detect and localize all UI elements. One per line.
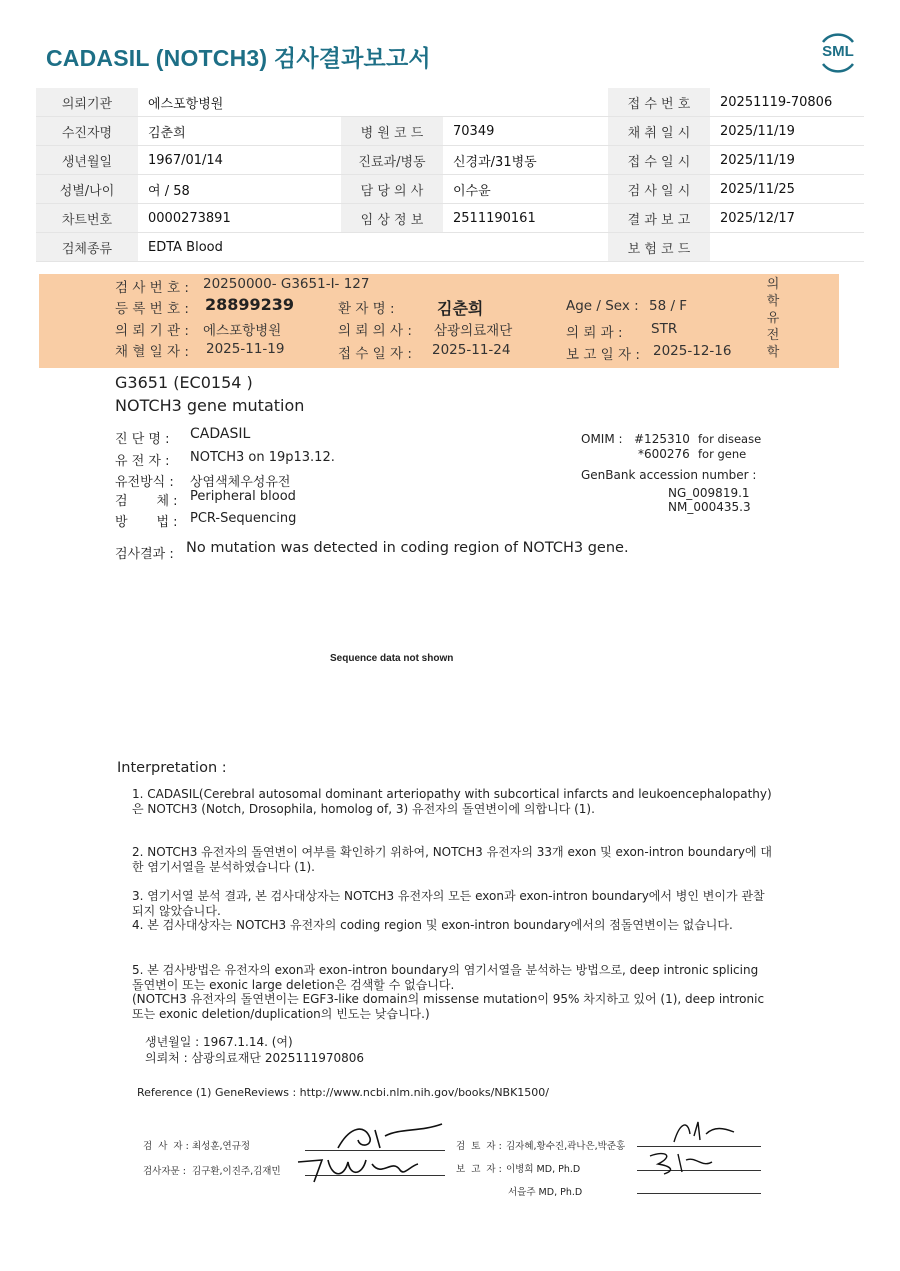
test-no: 20250000- G3651-I- 127	[203, 276, 370, 292]
dept: 신경과/31병동	[443, 146, 608, 175]
patient-name: 김춘희	[138, 117, 341, 146]
collection-date-label: 채 취 일 시	[608, 117, 710, 146]
reporter2-sign-line	[637, 1193, 761, 1194]
genbank-nm: NM_000435.3	[668, 500, 751, 514]
interpretation-item-5-note: (NOTCH3 유전자의 돌연변이는 EGF3-like domain의 missense mutation이 95% 차지하고 있어 (1), deep intronic 또는 exonic deletion/duplication의 빈도는 낮습니다.)	[132, 992, 765, 1021]
specimen-label: 검체종류	[36, 233, 138, 262]
sequence-note: Sequence data not shown	[330, 653, 454, 664]
specimen: EDTA Blood	[138, 233, 608, 262]
logo-text: SML	[822, 43, 854, 60]
genbank-label: GenBank accession number :	[581, 468, 757, 482]
reviewer-names: 김자혜,황수진,곽나은,박준홍	[506, 1141, 626, 1152]
interpretation-item-3: 3. 염기서열 분석 결과, 본 검사대상자는 NOTCH3 유전자의 모든 exon과 exon-intron boundary에서 병인 변이가 관찰되지 않았습니다.	[132, 889, 765, 918]
dept-vertical-char: 학	[766, 345, 780, 360]
dept-vertical-char: 유	[766, 311, 780, 326]
interpretation-title: Interpretation :	[117, 760, 227, 776]
examiner-label: 검 사 자 :	[143, 1141, 189, 1152]
gene-label: 유 전 자 :	[115, 454, 170, 469]
omim-gene-note: for gene	[698, 447, 747, 461]
req-dept-label: 의 뢰 과 :	[566, 325, 623, 341]
omim-disease-note: for disease	[698, 432, 762, 446]
report-date-label: 결 과 보 고	[608, 204, 710, 233]
org-label: 의 뢰 기 관 :	[115, 323, 189, 339]
test-date-label: 검 사 일 시	[608, 175, 710, 204]
diagnosis-label: 진 단 명 :	[115, 432, 170, 447]
recv-date: 2025-11-24	[432, 342, 511, 358]
reporter2-name: 서을주 MD, Ph.D	[508, 1187, 583, 1198]
interpretation-item-2: 2. NOTCH3 유전자의 돌연변이 여부를 확인하기 위하여, NOTCH3 유전자의 33개 exon 및 exon-intron boundary에 대한 염기서열을 분석하였습니다 (1).	[132, 845, 772, 874]
table-row	[36, 117, 864, 146]
test-name: NOTCH3 gene mutation	[115, 396, 305, 415]
genbank-ng: NG_009819.1	[668, 486, 750, 500]
dob-label: 생년월일	[36, 146, 138, 175]
dept-vertical-char: 의	[766, 277, 780, 292]
inheritance: 상염색체우성유전	[190, 475, 291, 490]
report-title: CADASIL (NOTCH3) 검사결과보고서	[46, 45, 431, 71]
blood-date: 2025-11-19	[206, 341, 285, 357]
age-sex: 58 / F	[649, 298, 688, 314]
reg-no: 28899239	[205, 295, 295, 314]
table-row	[36, 146, 864, 175]
lab-org: 에스포항병원	[203, 323, 282, 339]
insurance-code-label: 보 험 코 드	[608, 233, 710, 262]
reviewer-label: 검 토 자 :	[456, 1141, 502, 1152]
req-doctor-label: 의 뢰 의 사 :	[338, 323, 412, 339]
method: PCR-Sequencing	[190, 511, 297, 526]
omim-gene: *600276	[638, 447, 690, 461]
result-text: No mutation was detected in coding region of NOTCH3 gene.	[186, 540, 629, 556]
age-sex-label: Age / Sex :	[566, 298, 639, 314]
receipt-no: 20251119-70806	[710, 88, 864, 117]
interpretation-item-4: 4. 본 검사대상자는 NOTCH3 유전자의 coding region 및 exon-intron boundary에서의 점돌연변이는 없습니다.	[132, 918, 733, 932]
reg-no-label: 등 록 번 호 :	[115, 301, 189, 317]
report-date: 2025/12/17	[710, 204, 864, 233]
patient-label: 수진자명	[36, 117, 138, 146]
patient-name-label: 환 자 명 :	[338, 301, 395, 317]
inheritance-label: 유전방식 :	[115, 475, 174, 490]
recv-date-label: 접 수 일 자 :	[338, 346, 412, 362]
chart-no-label: 차트번호	[36, 204, 138, 233]
omim-label: OMIM :	[581, 432, 623, 446]
interpretation-item-5: 5. 본 검사방법은 유전자의 exon과 exon-intron boundary의 염기서열을 분석하는 방법으로, deep intronic splicing 돌연변이 또는 exonic large deletion은 검색할 수 없습니다.	[132, 963, 759, 992]
clinical-info-label: 임 상 정 보	[341, 204, 443, 233]
requester-line: 의뢰처 : 삼광의료재단 2025111970806	[145, 1051, 365, 1065]
result-label: 검사결과 :	[115, 547, 174, 562]
reviewer-sign-line	[637, 1146, 761, 1147]
lab-report-date-label: 보 고 일 자 :	[566, 347, 640, 363]
receipt-date-label: 접 수 일 시	[608, 146, 710, 175]
blood-date-label: 채 혈 일 자 :	[115, 344, 189, 360]
collection-date: 2025/11/19	[710, 117, 864, 146]
test-date: 2025/11/25	[710, 175, 864, 204]
req-dept: STR	[651, 321, 678, 337]
interpretation-item-1: 1. CADASIL(Cerebral autosomal dominant arteriopathy with subcortical infarcts and leukoencephalopathy)은 NOTCH3 (Notch, Drosophila, homolog of, 3) 유전자의 돌연변이에 의합니다 (1).	[132, 787, 772, 816]
dob-line: 생년월일 : 1967.1.14. (여)	[145, 1035, 293, 1049]
specimen-label-report: 검 체 :	[115, 494, 178, 509]
patient-info-table	[36, 88, 864, 262]
sex-age-label: 성별/나이	[36, 175, 138, 204]
requesting-org: 에스포항병원	[138, 88, 608, 117]
receipt-no-label: 접 수 번 호	[608, 88, 710, 117]
advisor-label: 검사자문 :	[143, 1166, 186, 1177]
lab-report-date: 2025-12-16	[653, 343, 732, 359]
table-row	[36, 204, 864, 233]
lab-patient-name: 김춘희	[437, 299, 484, 318]
dept-vertical-char: 전	[766, 328, 780, 343]
sex-age: 여 / 58	[138, 175, 341, 204]
table-row	[36, 175, 864, 204]
test-code: G3651 (EC0154 )	[115, 373, 253, 392]
doctor-label: 담 당 의 사	[341, 175, 443, 204]
advisor-names: 김구환,이진주,김재민	[192, 1166, 281, 1177]
sml-logo	[815, 30, 861, 76]
reporter-name: 이병희 MD, Ph.D	[506, 1164, 581, 1175]
dept-label: 진료과/병동	[341, 146, 443, 175]
reviewer-signature-icon	[668, 1116, 738, 1146]
diagnosis: CADASIL	[190, 426, 251, 442]
hospital-code: 70349	[443, 117, 608, 146]
doctor: 이수윤	[443, 175, 608, 204]
hospital-code-label: 병 원 코 드	[341, 117, 443, 146]
reporter-signature-icon	[646, 1148, 716, 1176]
dept-vertical-char: 학	[766, 294, 780, 309]
clinical-info: 2511190161	[443, 204, 608, 233]
receipt-date: 2025/11/19	[710, 146, 864, 175]
method-label: 방 법 :	[115, 515, 178, 530]
table-row	[36, 233, 864, 262]
table-row	[36, 88, 864, 117]
dept-vertical-label	[765, 276, 781, 361]
test-no-label: 검 사 번 호 :	[115, 280, 189, 296]
advisor-signature-icon	[292, 1148, 422, 1188]
requesting-org-label: 의뢰기관	[36, 88, 138, 117]
dob: 1967/01/14	[138, 146, 341, 175]
insurance-code	[710, 233, 864, 262]
reference-line: Reference (1) GeneReviews : http://www.ncbi.nlm.nih.gov/books/NBK1500/	[137, 1086, 550, 1099]
gene: NOTCH3 on 19p13.12.	[190, 450, 335, 465]
omim-disease: #125310	[634, 432, 690, 446]
reporter-label: 보 고 자 :	[456, 1164, 502, 1175]
chart-no: 0000273891	[138, 204, 341, 233]
req-doctor: 삼광의료재단	[434, 323, 513, 339]
report-specimen: Peripheral blood	[190, 489, 296, 504]
examiner-names: 최성훈,연규정	[192, 1141, 251, 1152]
